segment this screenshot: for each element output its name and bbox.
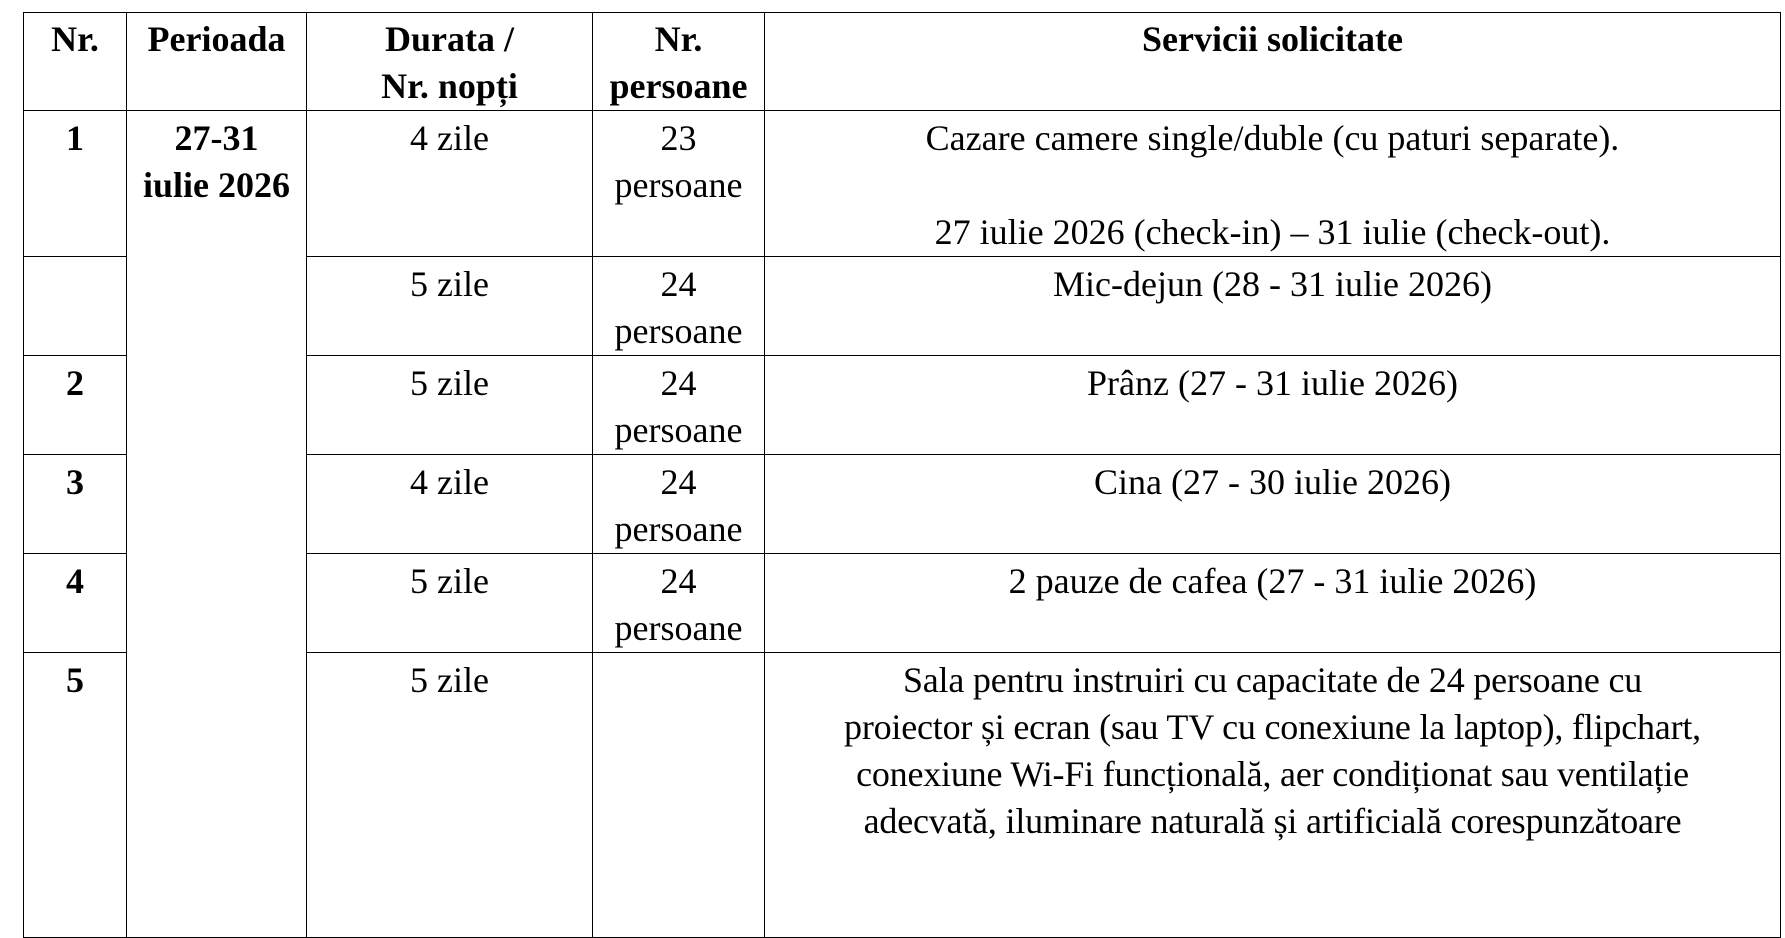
- persons-cell: 24 persoane: [593, 356, 765, 455]
- header-persoane: Nr. persoane: [593, 13, 765, 111]
- persons-cell: 24 persoane: [593, 554, 765, 653]
- duration-cell: 5 zile: [307, 653, 593, 938]
- services-cell: Prânz (27 - 31 iulie 2026): [765, 356, 1781, 455]
- row-number: [24, 257, 127, 356]
- services-cell: Sala pentru instruiri cu capacitate de 24 persoane cu proiector și ecran (sau TV cu conexiune la laptop), flipchart, conexiune Wi-Fi funcțională, aer condiționat sau ventilație adecvată, iluminare naturală și artificială corespunzătoare: [765, 653, 1781, 938]
- duration-cell: 5 zile: [307, 356, 593, 455]
- services-cell: Cina (27 - 30 iulie 2026): [765, 455, 1781, 554]
- duration-cell: 5 zile: [307, 554, 593, 653]
- table-row: [24, 111, 1781, 257]
- header-perioada: Perioada: [127, 13, 307, 111]
- persons-cell: [593, 653, 765, 938]
- duration-cell: 5 zile: [307, 257, 593, 356]
- duration-cell: 4 zile: [307, 111, 593, 257]
- duration-cell: 4 zile: [307, 455, 593, 554]
- services-cell: 2 pauze de cafea (27 - 31 iulie 2026): [765, 554, 1781, 653]
- row-number: 1: [24, 111, 127, 257]
- services-cell: Cazare camere single/duble (cu paturi separate). 27 iulie 2026 (check-in) – 31 iulie (check-out).: [765, 111, 1781, 257]
- row-number: 5: [24, 653, 127, 938]
- header-servicii: Servicii solicitate: [765, 13, 1781, 111]
- row-number: 2: [24, 356, 127, 455]
- services-table: [23, 12, 1781, 938]
- row-number: 3: [24, 455, 127, 554]
- persons-cell: 24 persoane: [593, 257, 765, 356]
- header-nr: Nr.: [24, 13, 127, 111]
- header-durata: Durata / Nr. nopți: [307, 13, 593, 111]
- period-cell: 27-31 iulie 2026: [127, 111, 307, 938]
- persons-cell: 24 persoane: [593, 455, 765, 554]
- persons-cell: 23 persoane: [593, 111, 765, 257]
- row-number: 4: [24, 554, 127, 653]
- services-cell: Mic-dejun (28 - 31 iulie 2026): [765, 257, 1781, 356]
- header-row: [24, 13, 1781, 111]
